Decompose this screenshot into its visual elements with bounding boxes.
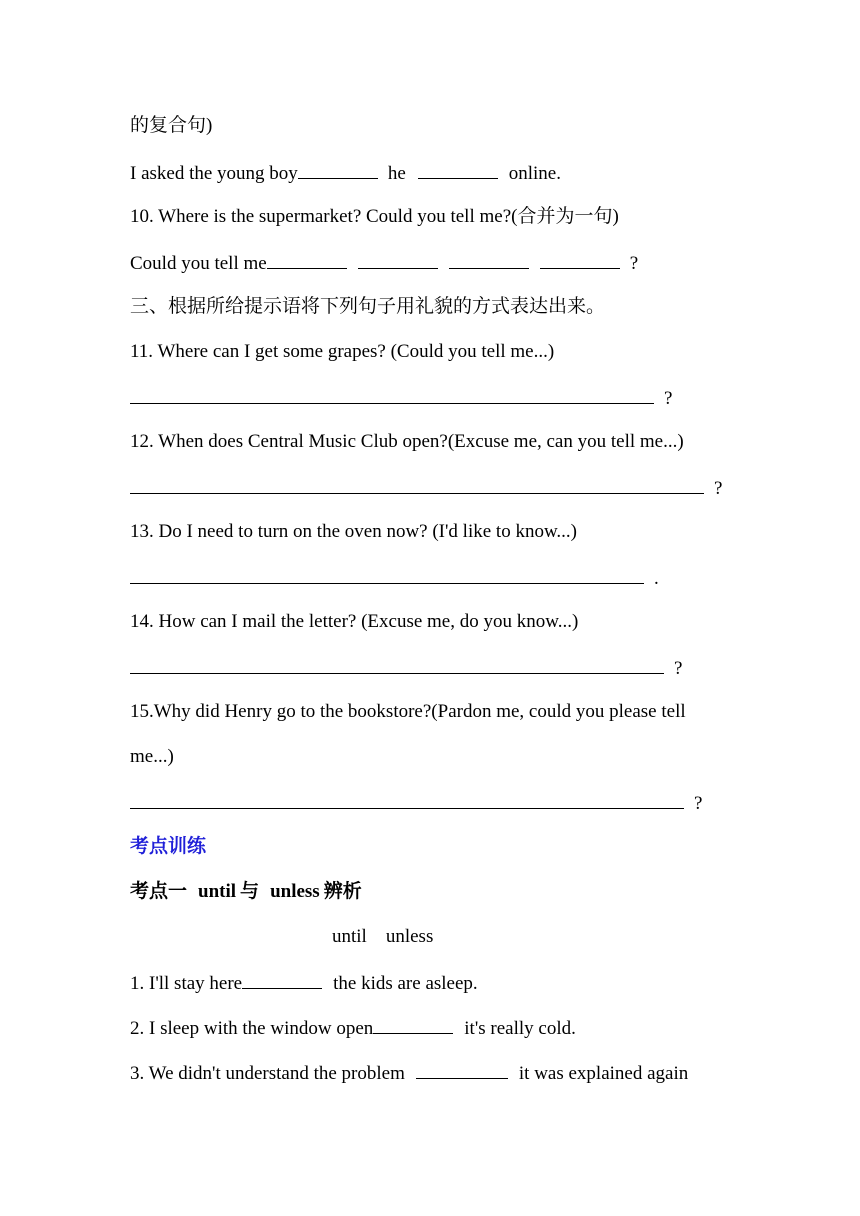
q9-blank-1[interactable] — [298, 160, 378, 179]
q9-text-a: I asked the young boy — [130, 163, 298, 184]
question-15-answer-line — [130, 790, 702, 816]
e3-text-a: 3. We didn't understand the problem — [130, 1063, 405, 1084]
question-15-line-1: 15.Why did Henry go to the bookstore?(Pardon me, could you please tell — [130, 701, 686, 722]
word-options: until unless — [332, 926, 434, 947]
question-9-continuation: 的复合句) — [130, 115, 213, 136]
training-title: 考点训练 — [130, 836, 207, 857]
e2-blank[interactable] — [373, 1015, 453, 1034]
question-10-answer-line — [130, 250, 638, 276]
question-13-answer-line — [130, 565, 659, 591]
q10-blank-1[interactable] — [267, 250, 347, 269]
q10-blank-3[interactable] — [449, 250, 529, 269]
e2-text-a: 2. I sleep with the window open — [130, 1018, 374, 1039]
e1-text-a: 1. I'll stay here — [130, 973, 243, 994]
exercise-3 — [130, 1060, 688, 1086]
point-1-mid: 与 — [240, 881, 260, 902]
q15-end-mark: ? — [694, 793, 703, 814]
q10-text-a: Could you tell me — [130, 253, 267, 274]
q14-answer-blank[interactable] — [130, 655, 664, 674]
exercise-2 — [130, 1015, 576, 1041]
question-12: 12. When does Central Music Club open?(Excuse me, can you tell me...) — [130, 431, 684, 452]
q13-answer-blank[interactable] — [130, 565, 644, 584]
q11-end-mark: ? — [664, 388, 673, 409]
q15-answer-blank[interactable] — [130, 790, 684, 809]
q10-end-mark: ? — [629, 253, 639, 274]
q9-text-b: he — [387, 163, 406, 184]
question-15-line-2: me...) — [130, 746, 174, 767]
q12-answer-blank[interactable] — [130, 475, 704, 494]
q9-blank-2[interactable] — [418, 160, 498, 179]
e2-text-b: it's really cold. — [464, 1018, 576, 1039]
exercise-1 — [130, 970, 478, 996]
q10-blank-2[interactable] — [358, 250, 438, 269]
point-1-prefix: 考点一 — [130, 881, 188, 902]
q11-answer-blank[interactable] — [130, 385, 654, 404]
question-11-answer-line — [130, 385, 672, 411]
q12-end-mark: ? — [714, 478, 723, 499]
point-1-word-unless: unless — [270, 881, 320, 902]
question-9-answer-line — [130, 160, 561, 186]
question-10: 10. Where is the supermarket? Could you tell me?(合并为一句) — [130, 206, 619, 227]
q9-text-c: online. — [508, 163, 561, 184]
point-1-suffix: 辨析 — [323, 881, 362, 902]
question-13: 13. Do I need to turn on the oven now? (I'd like to know...) — [130, 521, 578, 542]
question-14-answer-line — [130, 655, 682, 681]
point-1-heading — [130, 880, 362, 904]
question-11: 11. Where can I get some grapes? (Could you tell me...) — [130, 341, 555, 362]
e1-text-b: the kids are asleep. — [333, 973, 478, 994]
q13-end-mark: . — [654, 568, 659, 589]
question-14: 14. How can I mail the letter? (Excuse me, do you know...) — [130, 611, 579, 632]
point-1-word-until: until — [198, 881, 237, 902]
e1-blank[interactable] — [242, 970, 322, 989]
q14-end-mark: ? — [674, 658, 683, 679]
q10-blank-4[interactable] — [540, 250, 620, 269]
e3-text-b: it was explained again — [518, 1063, 689, 1084]
question-12-answer-line — [130, 475, 722, 501]
section-3-heading: 三、根据所给提示语将下列句子用礼貌的方式表达出来。 — [130, 296, 606, 317]
e3-blank[interactable] — [416, 1060, 508, 1079]
